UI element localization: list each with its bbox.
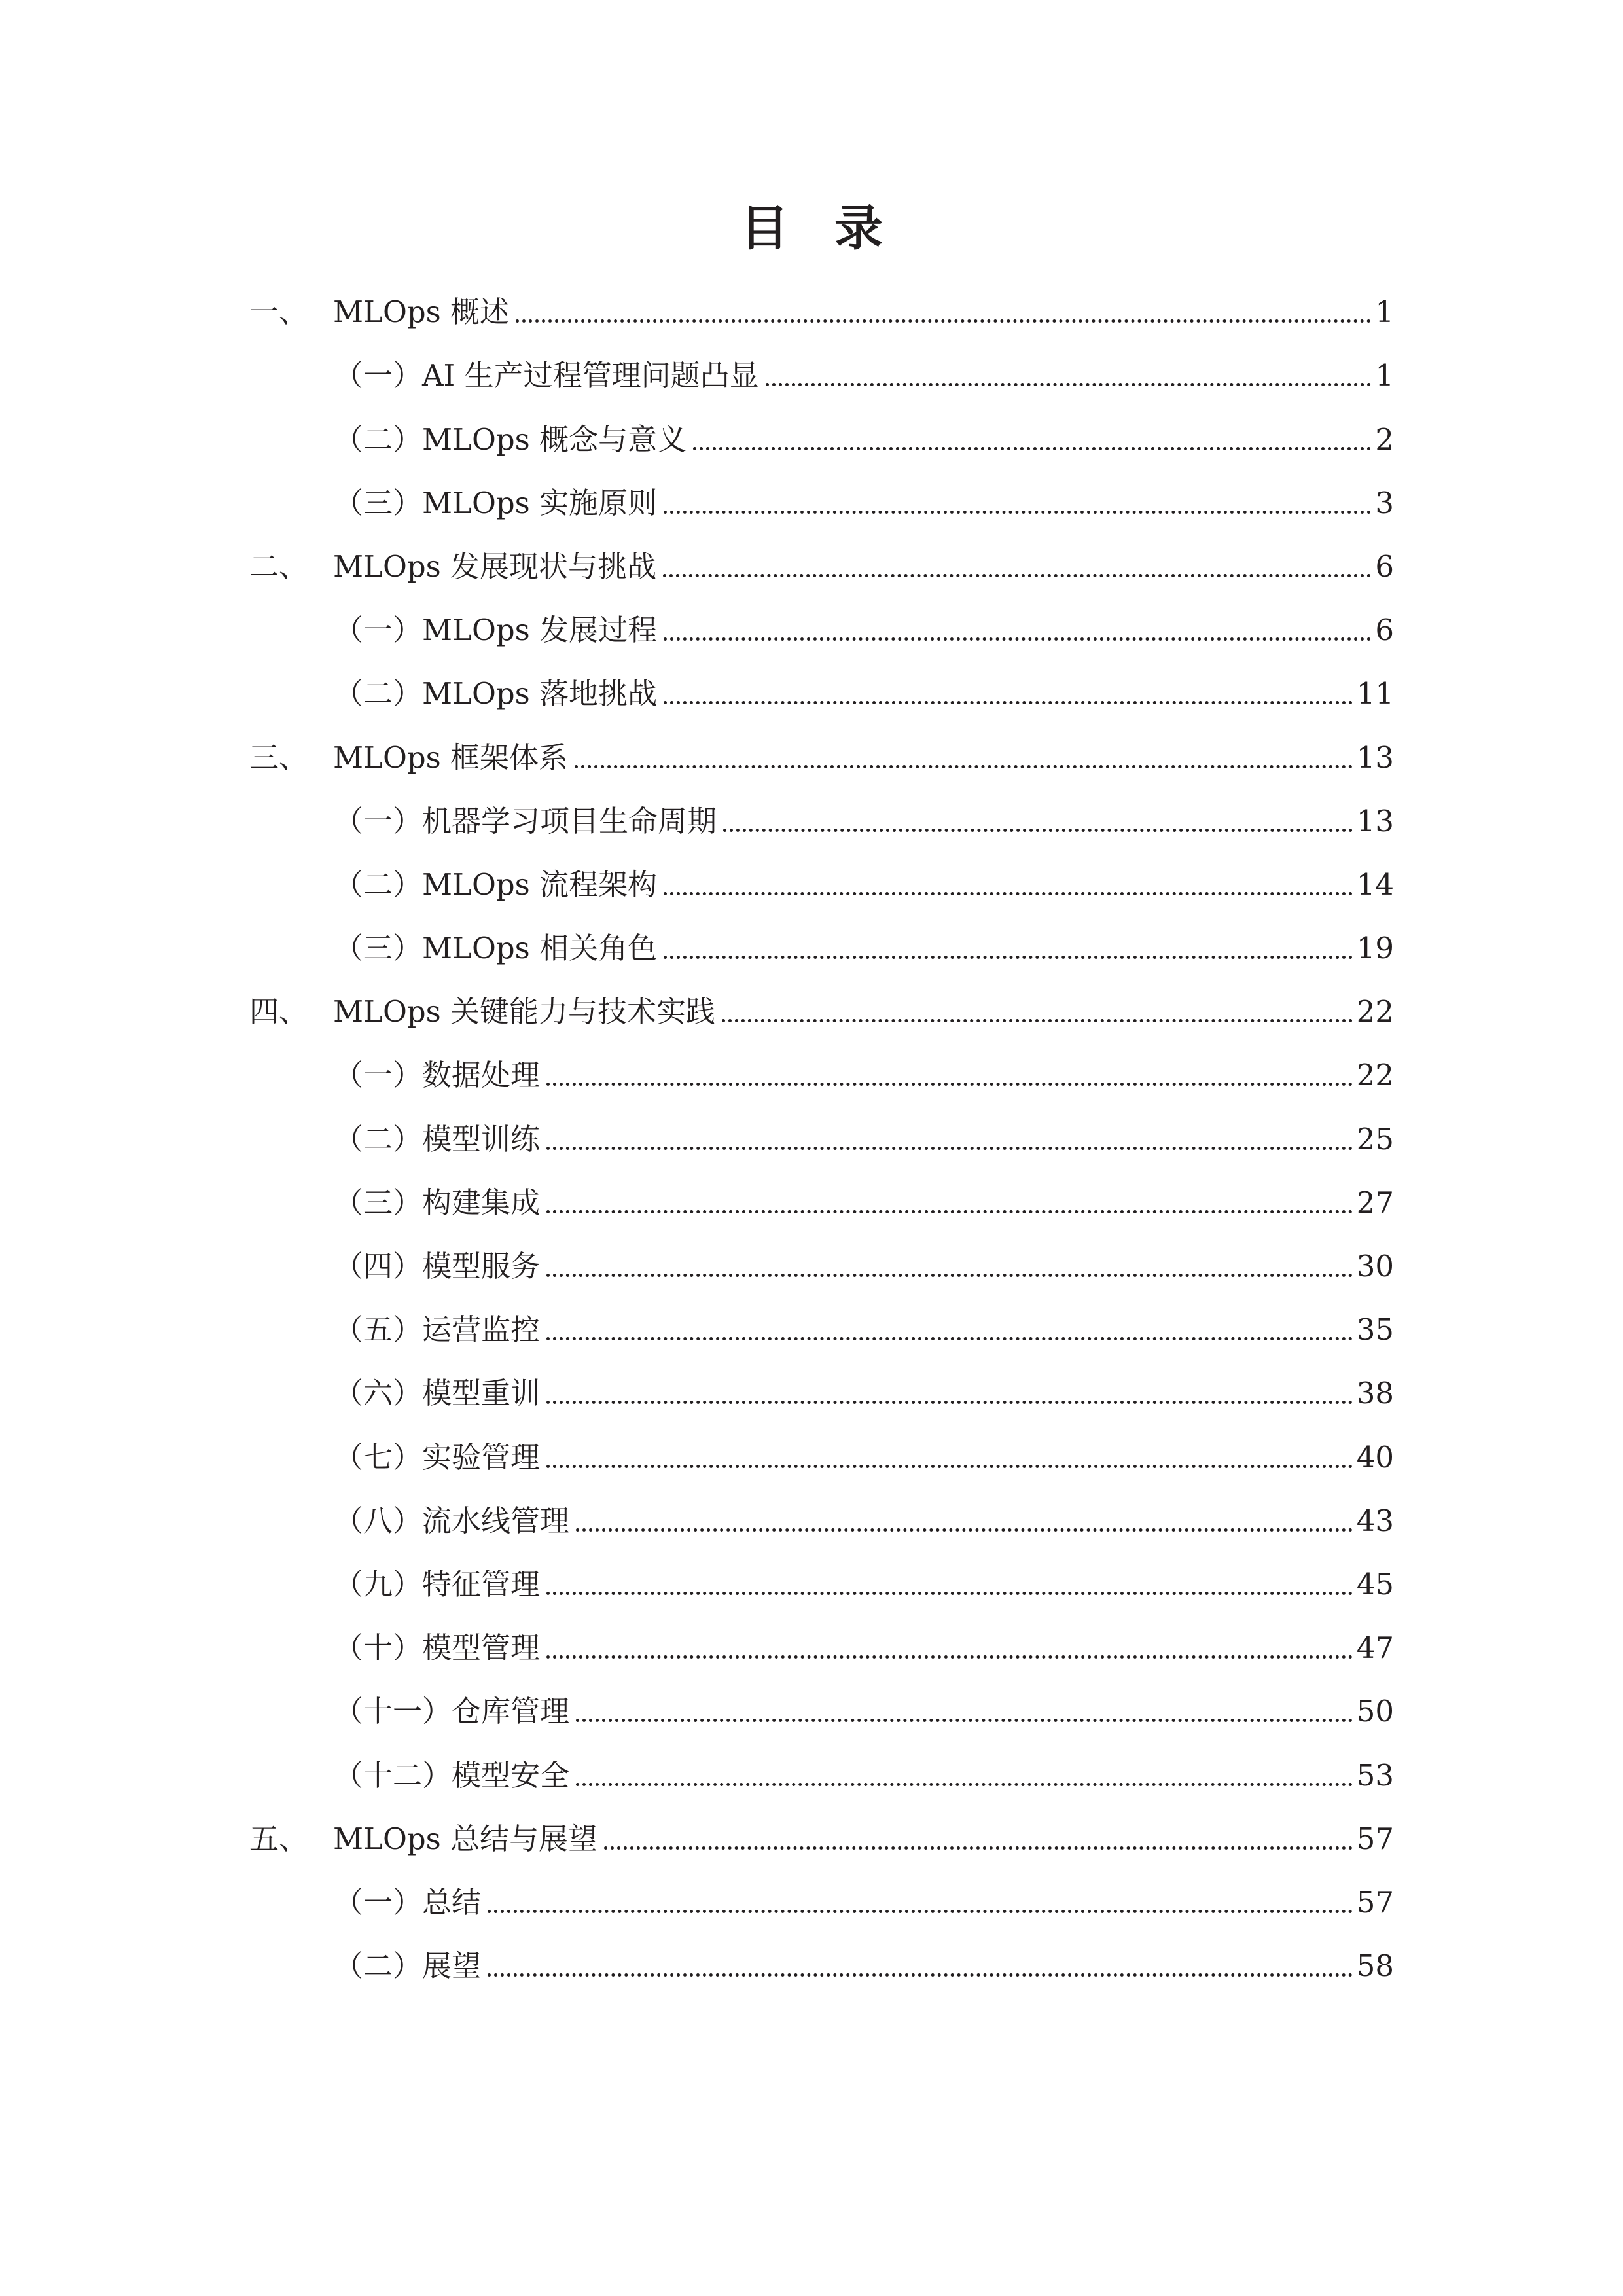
toc-entry-page-number: 25 [1356,1121,1394,1157]
toc-entry-page-number: 53 [1356,1757,1394,1793]
toc-entry-label: MLOps 相关角色 [422,931,658,966]
toc-dot-leader [664,511,1371,514]
toc-dot-leader [575,765,1353,768]
toc-section-entry[interactable] [0,1550,1623,1613]
page-title-char-2: 录 [834,200,883,257]
toc-section-entry[interactable] [0,914,1623,977]
toc-section-entry[interactable] [0,1613,1623,1677]
toc-entry-label: MLOps 落地挑战 [422,676,658,711]
page-title-char-1: 目 [740,200,789,257]
toc-entry-number: （十一） [334,1694,452,1729]
toc-entry-label: MLOps 概念与意义 [422,422,687,457]
toc-section-entry[interactable] [0,787,1623,850]
toc-entry-label: MLOps 关键能力与技术实践 [333,994,716,1030]
toc-section-entry[interactable] [0,1295,1623,1359]
toc-entry-page-number: 19 [1356,931,1394,966]
toc-entry-label: MLOps 流程架构 [422,867,658,902]
toc-entry-number: （二） [334,422,423,457]
toc-entry-page-number: 1 [1375,295,1394,330]
toc-section-entry[interactable] [0,659,1623,723]
toc-entry-number: （三） [334,931,423,966]
toc-section-entry[interactable] [0,1868,1623,1931]
toc-entry-page-number: 43 [1356,1503,1394,1538]
toc-entry-number: （十二） [334,1757,452,1793]
toc-section-entry[interactable] [0,1232,1623,1295]
toc-entry-number: （六） [334,1376,423,1411]
toc-dot-leader [576,1528,1353,1532]
toc-entry-page-number: 14 [1356,867,1394,902]
toc-entry-number: （三） [334,485,423,520]
toc-entry-label: 运营监控 [422,1312,541,1348]
toc-entry-number: （九） [334,1566,423,1602]
toc-entry-number: （二） [334,867,423,902]
toc-entry-number: 三、 [249,740,309,775]
toc-dot-leader [546,1147,1353,1150]
toc-entry-page-number: 22 [1356,1058,1394,1093]
toc-chapter-entry[interactable] [0,723,1623,786]
toc-entry-page-number: 45 [1356,1566,1394,1602]
toc-entry-number: （一） [334,803,423,838]
toc-entry-number: 四、 [249,994,309,1030]
toc-dot-leader [766,383,1372,386]
toc-dot-leader [516,319,1371,323]
toc-chapter-entry[interactable] [0,532,1623,596]
toc-entry-label: 模型管理 [422,1630,541,1666]
toc-section-entry[interactable] [0,1486,1623,1550]
toc-section-entry[interactable] [0,1740,1623,1804]
toc-entry-page-number: 13 [1356,740,1394,775]
toc-section-entry[interactable] [0,1677,1623,1740]
toc-dot-leader [664,637,1371,641]
toc-entry-label: 构建集成 [422,1185,541,1220]
toc-entry-page-number: 40 [1356,1439,1394,1475]
toc-dot-leader [576,1783,1353,1786]
page-title [0,190,1623,259]
toc-section-entry[interactable] [0,1422,1623,1486]
table-of-contents [0,278,1623,1995]
toc-dot-leader [604,1846,1353,1850]
toc-dot-leader [722,1019,1353,1022]
toc-entry-label: MLOps 实施原则 [422,485,658,520]
toc-section-entry[interactable] [0,1168,1623,1232]
toc-entry-page-number: 13 [1356,803,1394,838]
toc-dot-leader [664,892,1353,895]
toc-section-entry[interactable] [0,1359,1623,1422]
toc-entry-label: 机器学习项目生命周期 [422,803,717,838]
toc-entry-number: （八） [334,1503,423,1538]
toc-entry-label: 流水线管理 [422,1503,570,1538]
toc-dot-leader [576,1719,1353,1722]
toc-entry-label: 仓库管理 [452,1694,570,1729]
toc-dot-leader [663,574,1371,577]
toc-dot-leader [546,1210,1353,1213]
toc-entry-label: 展望 [422,1948,482,1984]
toc-entry-label: MLOps 发展现状与挑战 [333,548,657,584]
toc-entry-page-number: 35 [1356,1312,1394,1348]
toc-dot-leader [546,1655,1353,1659]
toc-dot-leader [488,1973,1353,1977]
toc-entry-number: （二） [334,676,423,711]
toc-entry-number: （一） [334,1058,423,1093]
toc-entry-label: 特征管理 [422,1566,541,1602]
toc-entry-label: MLOps 概述 [333,295,510,330]
toc-entry-label: 模型安全 [452,1757,570,1793]
toc-entry-page-number: 11 [1356,676,1394,711]
toc-dot-leader [693,447,1371,450]
toc-chapter-entry[interactable] [0,1804,1623,1868]
toc-entry-label: MLOps 发展过程 [422,613,658,648]
toc-entry-number: （五） [334,1312,423,1348]
toc-entry-label: AI 生产过程管理问题凸显 [422,358,759,393]
toc-entry-number: 二、 [249,548,309,584]
toc-dot-leader [664,956,1353,959]
toc-dot-leader [546,1465,1353,1468]
toc-entry-number: （四） [334,1249,423,1283]
toc-section-entry[interactable] [0,596,1623,659]
toc-dot-leader [546,1401,1353,1404]
toc-entry-number: （一） [334,358,423,393]
toc-entry-number: （三） [334,1185,423,1220]
toc-dot-leader [546,1337,1353,1340]
toc-entry-page-number: 2 [1375,422,1394,457]
toc-entry-label: 模型服务 [422,1249,541,1283]
toc-entry-number: （十） [334,1630,423,1666]
toc-entry-number: 五、 [249,1821,309,1856]
toc-entry-page-number: 1 [1375,358,1394,393]
toc-dot-leader [546,1592,1353,1595]
toc-entry-label: MLOps 总结与展望 [333,1821,598,1856]
toc-entry-label: 模型训练 [422,1121,541,1157]
toc-entry-page-number: 6 [1375,613,1394,648]
toc-section-entry[interactable] [0,1931,1623,1995]
toc-section-entry[interactable] [0,1041,1623,1104]
toc-entry-number: （二） [334,1948,423,1984]
toc-entry-page-number: 27 [1356,1185,1394,1220]
toc-dot-leader [664,701,1353,704]
toc-entry-page-number: 58 [1356,1948,1394,1984]
toc-chapter-entry[interactable] [0,278,1623,341]
toc-entry-page-number: 47 [1356,1630,1394,1666]
toc-section-entry[interactable] [0,404,1623,468]
toc-entry-number: 一、 [249,295,309,330]
toc-section-entry[interactable] [0,850,1623,914]
toc-entry-number: （一） [334,613,423,648]
toc-entry-label: 实验管理 [422,1439,541,1475]
toc-entry-page-number: 50 [1356,1694,1394,1729]
toc-entry-page-number: 30 [1356,1249,1394,1283]
toc-entry-page-number: 3 [1375,485,1394,520]
toc-entry-label: MLOps 框架体系 [333,740,569,775]
toc-entry-page-number: 6 [1375,548,1394,584]
toc-entry-number: （一） [334,1884,423,1920]
toc-entry-label: 数据处理 [422,1058,541,1093]
toc-entry-label: 总结 [422,1884,482,1920]
toc-entry-page-number: 22 [1356,994,1394,1030]
toc-dot-leader [488,1910,1353,1913]
toc-section-entry[interactable] [0,341,1623,404]
toc-entry-page-number: 38 [1356,1376,1394,1411]
toc-chapter-entry[interactable] [0,977,1623,1041]
toc-entry-page-number: 57 [1356,1884,1394,1920]
toc-dot-leader [723,829,1353,832]
toc-entry-number: （二） [334,1121,423,1157]
toc-section-entry[interactable] [0,469,1623,532]
toc-entry-page-number: 57 [1356,1821,1394,1856]
toc-dot-leader [546,1274,1353,1277]
toc-entry-number: （七） [334,1439,423,1475]
toc-section-entry[interactable] [0,1104,1623,1168]
toc-dot-leader [546,1083,1353,1086]
toc-entry-label: 模型重训 [422,1376,541,1411]
